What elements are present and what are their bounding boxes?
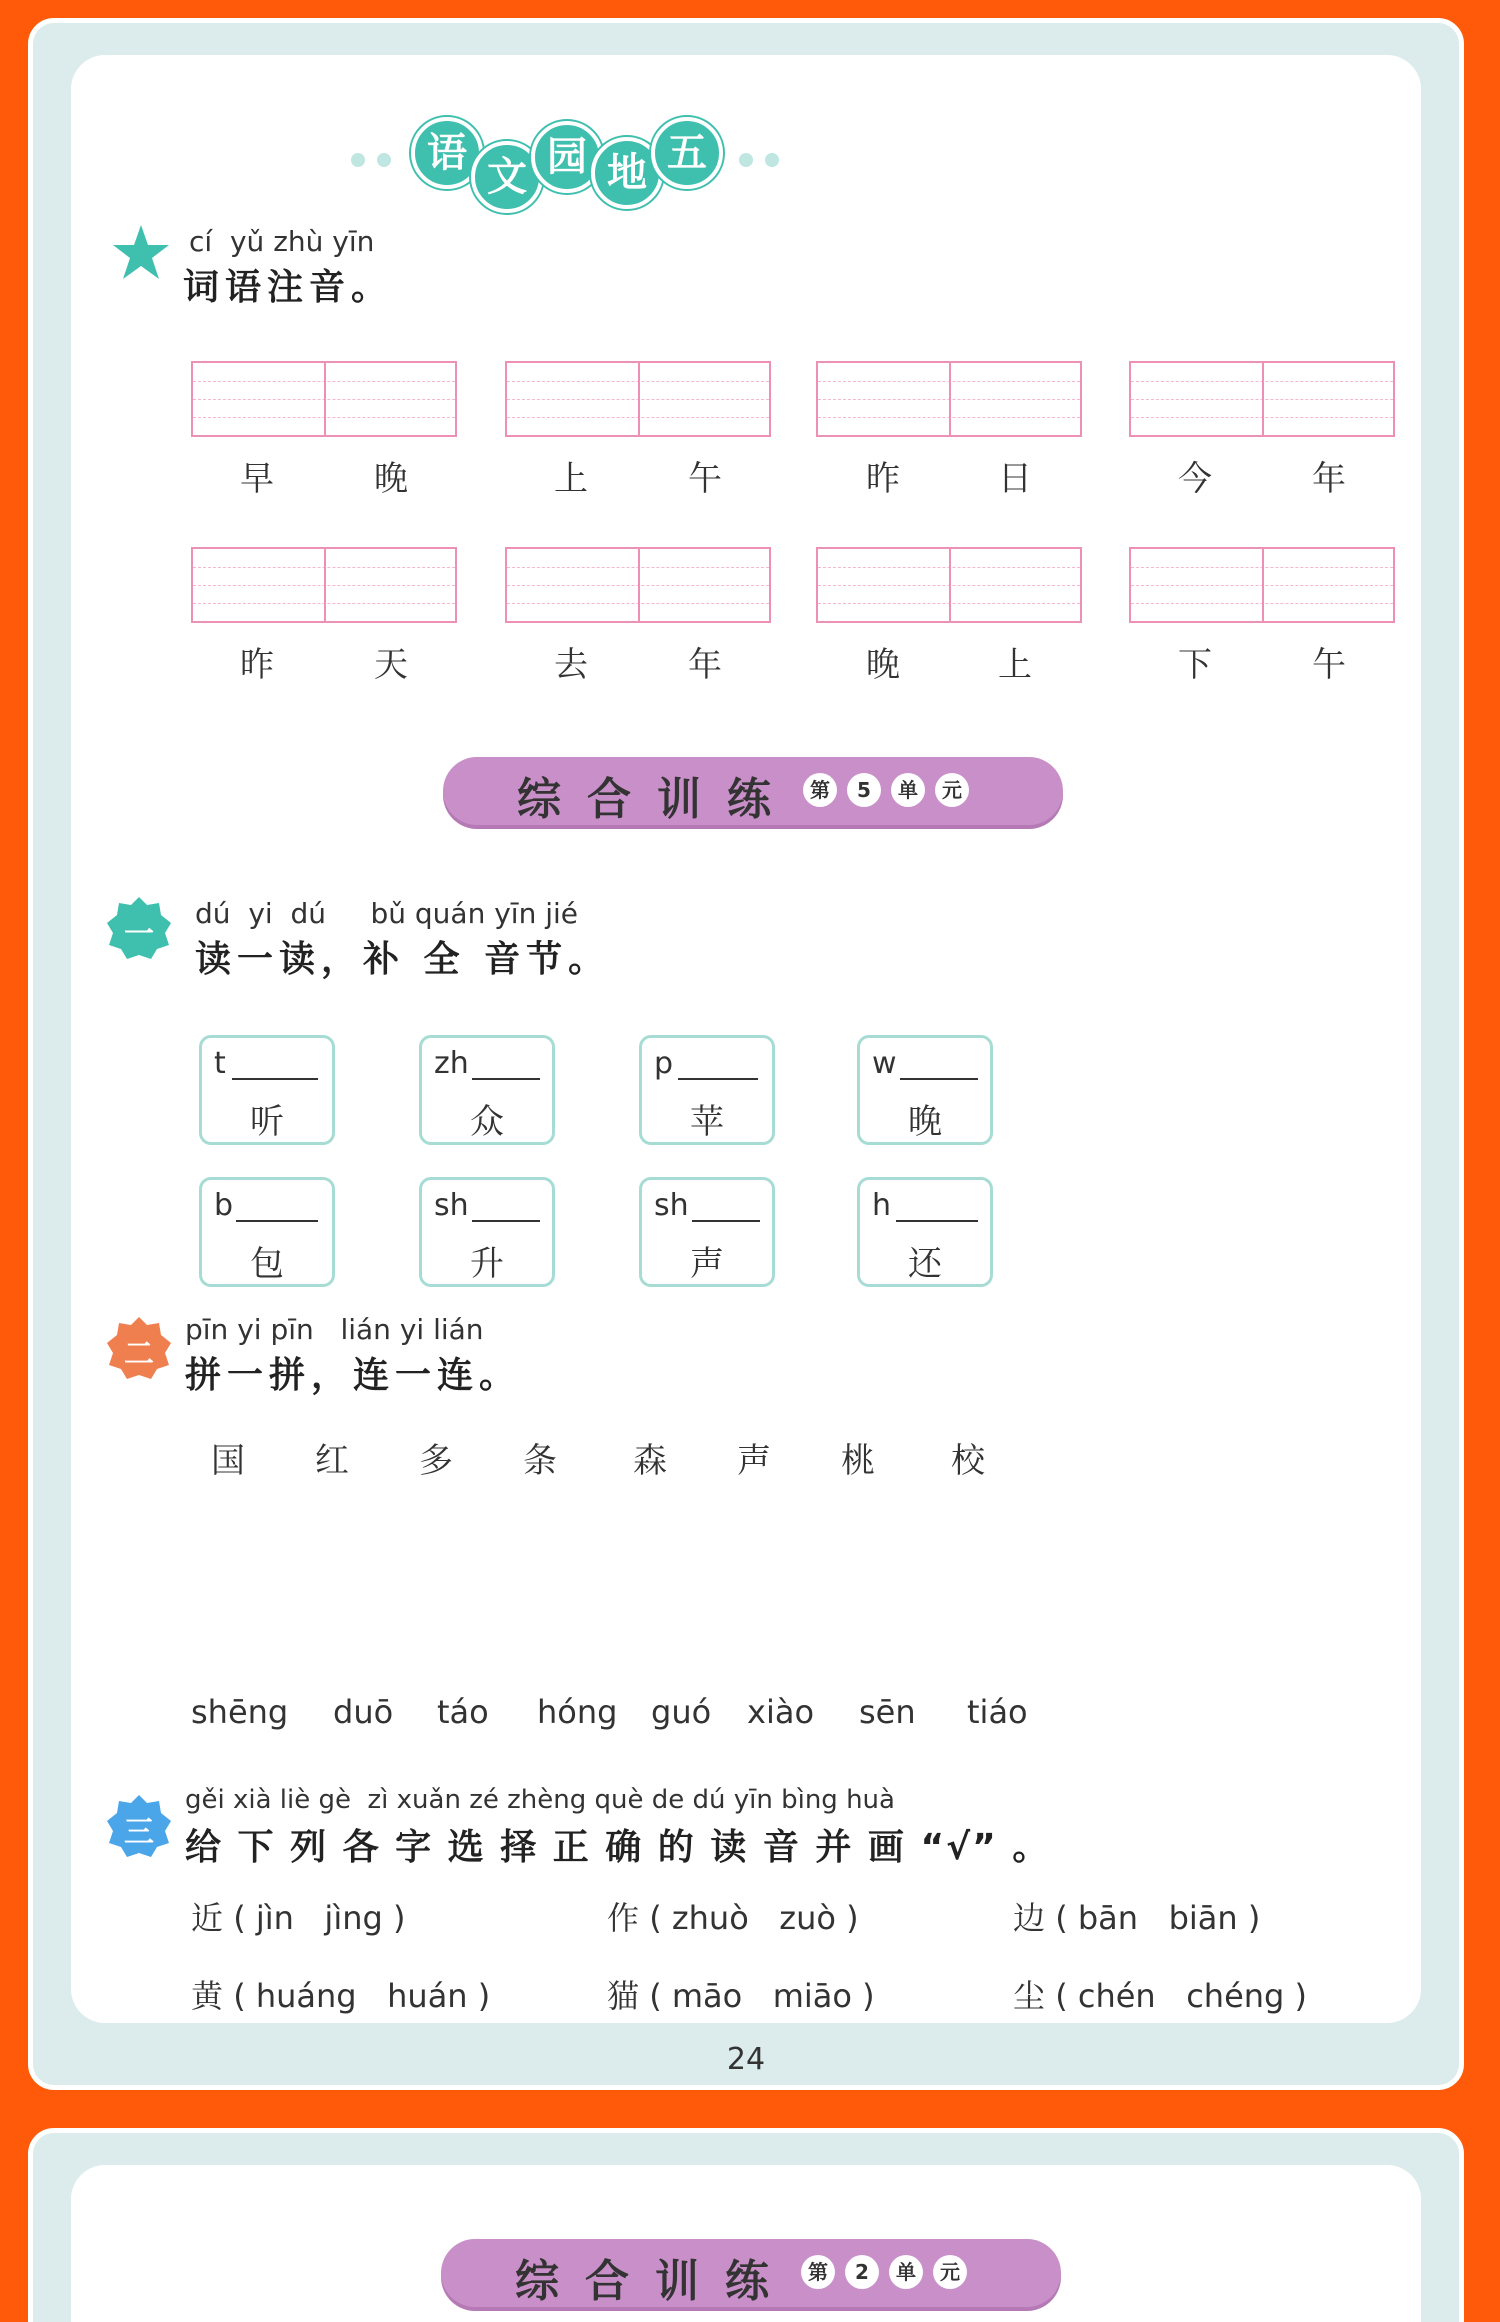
answer-blank[interactable] [900,1078,978,1080]
title-char: 园 [531,121,603,193]
answer-blank[interactable] [678,1078,758,1080]
box-char: 包 [250,1244,284,1284]
box-char: 升 [470,1244,504,1284]
match-char[interactable]: 红 [315,1441,349,1481]
page-card [28,18,1464,2090]
unit-badge: 元 [935,773,969,807]
writing-grid[interactable] [505,547,771,623]
fill-box[interactable] [639,1177,775,1287]
word-char: 上 [998,645,1032,685]
word-char: 年 [1312,459,1346,499]
word-char: 早 [240,459,274,499]
answer-blank[interactable] [896,1220,978,1222]
word-char: 年 [688,645,722,685]
match-char[interactable]: 桃 [841,1441,875,1481]
unit-banner [443,757,1063,825]
decor-dot [739,153,753,167]
word-char: 天 [374,645,408,685]
choice-char: 黄 [191,1977,224,2015]
match-char[interactable]: 森 [633,1441,667,1481]
answer-blank[interactable] [472,1078,540,1080]
box-char: 声 [690,1244,724,1284]
choice-item: 近 ( jìn jìng ) [191,1899,406,1937]
writing-grid[interactable] [816,361,1082,437]
section1-heading: 读一读，补 全 音节。 [195,939,611,980]
fill-box[interactable] [199,1035,335,1145]
unit-badge: 单 [889,2255,923,2289]
choice-option[interactable]: māo [671,1977,743,2015]
section-badge-2 [107,1317,171,1381]
banner-title: 综合训练 [517,774,797,825]
match-char[interactable]: 校 [951,1441,985,1481]
next-page-card [28,2128,1464,2322]
answer-blank[interactable] [232,1078,318,1080]
word-char: 午 [1312,645,1346,685]
choice-option[interactable]: jìn [255,1899,294,1937]
decor-dot [351,153,365,167]
badge-label: 三 [124,1815,154,1850]
match-pinyin[interactable]: hóng [537,1693,618,1731]
fill-box[interactable] [419,1035,555,1145]
choice-item: 黄 ( huáng huán ) [191,1977,491,2015]
box-char: 众 [470,1102,504,1142]
unit-badge: 5 [847,773,881,807]
choice-option[interactable]: chén [1077,1977,1156,2015]
word-char: 昨 [240,645,274,685]
choice-option[interactable]: huán [387,1977,468,2015]
answer-blank[interactable] [236,1220,318,1222]
fill-box[interactable] [857,1177,993,1287]
section1-pinyin: dú yi dú bǔ quán yīn jié [195,897,579,930]
initial: sh [434,1188,469,1223]
word-char: 上 [554,459,588,499]
match-pinyin[interactable]: guó [651,1693,712,1731]
match-char[interactable]: 声 [737,1441,771,1481]
star-pinyin: cí yǔ zhù yīn [189,225,375,258]
match-pinyin[interactable]: xiào [747,1693,815,1731]
match-char[interactable]: 国 [211,1441,245,1481]
unit-badge: 元 [933,2255,967,2289]
match-pinyin[interactable]: tiáo [967,1693,1028,1731]
match-char[interactable]: 多 [419,1441,453,1481]
initial: h [872,1188,892,1223]
star-icon [111,223,171,283]
choice-char: 边 [1013,1899,1046,1937]
unit-banner [441,2239,1061,2307]
unit-badge: 第 [803,773,837,807]
box-char: 听 [250,1102,284,1142]
page-content [71,55,1421,2023]
initial: t [214,1046,226,1081]
initial: zh [434,1046,469,1081]
match-pinyin[interactable]: sēn [859,1693,916,1731]
word-char: 今 [1178,459,1212,499]
writing-grid[interactable] [505,361,771,437]
choice-item: 作 ( zhuò zuò ) [607,1899,859,1937]
page-number: 24 [726,2042,766,2077]
choice-option[interactable]: miāo [772,1977,852,2015]
word-char: 去 [554,645,588,685]
writing-grid[interactable] [191,547,457,623]
fill-box[interactable] [199,1177,335,1287]
answer-blank[interactable] [692,1220,760,1222]
word-char: 晚 [866,645,900,685]
title-char: 地 [591,137,663,209]
fill-box[interactable] [639,1035,775,1145]
word-char: 午 [688,459,722,499]
choice-item: 边 ( bān biān ) [1013,1899,1261,1937]
initial: p [654,1046,674,1081]
box-char: 晚 [908,1102,942,1142]
choice-item: 猫 ( māo miāo ) [607,1977,875,2015]
title-char: 文 [471,141,543,213]
choice-option[interactable]: zhuò [671,1899,749,1937]
choice-option[interactable]: huáng [255,1977,357,2015]
choice-option[interactable]: zuò [779,1899,836,1937]
choice-char: 作 [607,1899,640,1937]
box-char: 苹 [690,1102,724,1142]
answer-blank[interactable] [472,1220,540,1222]
banner-title: 综合训练 [515,2256,795,2307]
section3-heading: 给 下 列 各 字 选 择 正 确 的 读 音 并 画 “√” 。 [185,1827,1051,1868]
choice-option[interactable]: bān [1077,1899,1139,1937]
writing-grid[interactable] [191,361,457,437]
section3-pinyin: gěi xià liè gè zì xuǎn zé zhèng què de dú yīn bìng huà [185,1785,895,1815]
title-char: 五 [651,117,723,189]
badge-label: 一 [124,917,154,952]
initial: sh [654,1188,689,1223]
badge-label: 二 [124,1337,154,1372]
initial: b [214,1188,234,1223]
unit-badge: 单 [891,773,925,807]
initial: w [872,1046,897,1081]
word-char: 日 [998,459,1032,499]
choice-item: 尘 ( chén chéng ) [1013,1977,1308,2015]
writing-grid[interactable] [1129,361,1395,437]
word-char: 下 [1178,645,1212,685]
choice-option[interactable]: chéng [1186,1977,1285,2015]
choice-option[interactable]: jìng [324,1899,383,1937]
title-char: 语 [411,117,483,189]
unit-badge: 第 [801,2255,835,2289]
match-pinyin[interactable]: táo [437,1693,489,1731]
match-char[interactable]: 条 [523,1441,557,1481]
decor-dot [765,153,779,167]
decor-dot [377,153,391,167]
section-title [71,107,1421,207]
fill-box[interactable] [419,1177,555,1287]
choice-char: 近 [191,1899,224,1937]
box-char: 还 [908,1244,942,1284]
choice-option[interactable]: biān [1168,1899,1238,1937]
word-char: 晚 [374,459,408,499]
choice-char: 猫 [607,1977,640,2015]
section-badge-3 [107,1795,171,1859]
section-badge-1 [107,897,171,961]
fill-box[interactable] [857,1035,993,1145]
unit-badge: 2 [845,2255,879,2289]
word-char: 昨 [866,459,900,499]
star-heading: 词语注音。 [183,267,394,308]
choice-char: 尘 [1013,1977,1046,2015]
match-pinyin[interactable]: shēng [191,1693,289,1731]
writing-grid[interactable] [816,547,1082,623]
next-page-content [71,2165,1421,2322]
section2-heading: 拼一拼，连一连。 [185,1355,522,1396]
writing-grid[interactable] [1129,547,1395,623]
match-pinyin[interactable]: duō [333,1693,394,1731]
section2-pinyin: pīn yi pīn lián yi lián [185,1313,484,1346]
